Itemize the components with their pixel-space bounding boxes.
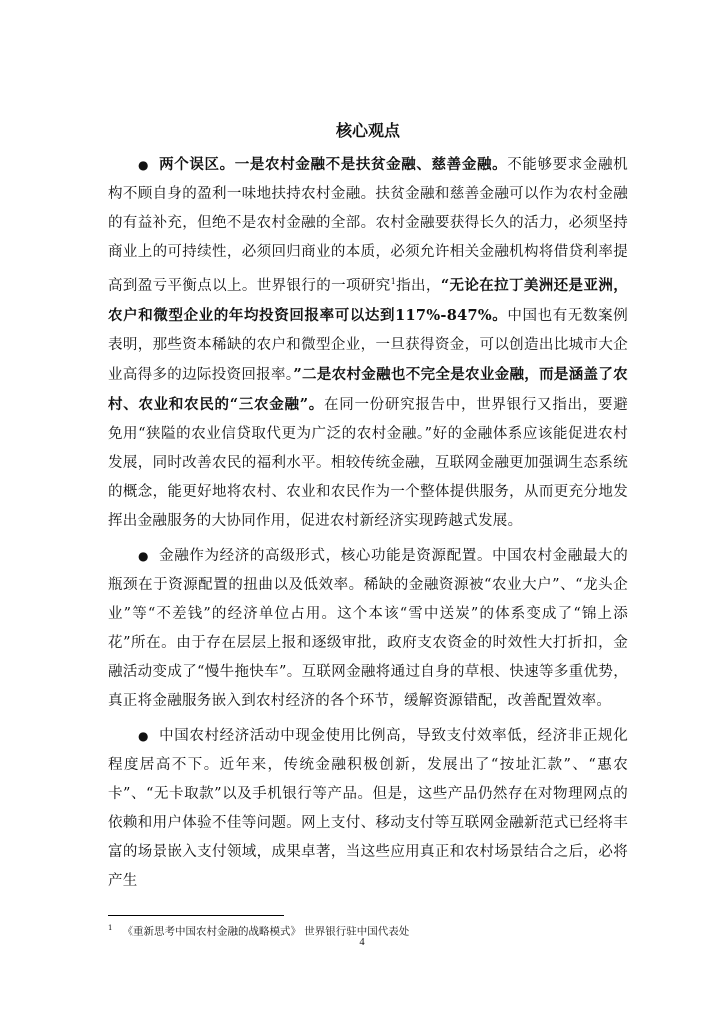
p1-text-3: 中国也有无数案例表明，那些资本稀缺的农户和微型企业，一旦获得资金，可以创造出比城市大企业高得多的边际投资回报率。 xyxy=(108,307,629,383)
bullet-icon: ● xyxy=(138,158,150,172)
footnote-marker: 1 xyxy=(108,924,113,932)
bullet-icon: ● xyxy=(138,728,150,743)
footnote xyxy=(108,921,409,939)
p1-text-4: 在同一份研究报告中，世界银行又指出，要避免用“狭隘的农业信贷取代更为广泛的农村金融。”好的金融体系应该能促进农村发展，同时改善农民的福利水平。相较传统金融，互联网金融更加强调生态系统的概念，能更好地将农村、农业和农民作为一个整体提供服务，从而更充分地发挥出金融服务的大协同作用，促进农村新经济实现跨越式发展。 xyxy=(108,396,628,529)
paragraph-1 xyxy=(108,150,628,536)
p3-text: 中国农村经济活动中现金使用比例高，导致支付效率低，经济非正规化程度居高不下。近年来，传统金融积极创新，发展出了“按址汇款”、“惠农卡”、“无卡取款”以及手机银行等产品。但是，这些产品仍然存在对物理网点的依赖和用户体验不佳等问题。网上支付、移动支付等互联网金融新范式已经将丰富的场景嵌入支付领域，成果卓著，当这些应用真正和农村场景结合之后，必将产生 xyxy=(108,727,628,889)
footnote-divider xyxy=(108,915,284,916)
paragraph-2 xyxy=(108,542,628,716)
p1-text-1: 不能够要求金融机构不顾自身的盈利一味地扶持农村金融。扶贫金融和慈善金融可以作为农村金融的有益补充，但绝不是农村金融的全部。农村金融要获得长久的活力，必须坚持商业上的可持续性，必须回归商业的本质，必须允许相关金融机构将借贷利率提高到盈亏平衡点以上。世界银行的一项研究 xyxy=(108,157,628,294)
footnote-text: 《重新思考中国农村金融的战略模式》 世界银行驻中国代表处 xyxy=(122,925,410,938)
document-body xyxy=(108,120,628,902)
p1-bold-heading: 两个误区。一是农村金融不是扶贫金融、慈善金融。 xyxy=(159,156,508,173)
bullet-icon: ● xyxy=(138,548,150,563)
p1-bold-second-point: ”二是农村金融也不完全是农业金融，而是涵盖了农村、农业和农民的“三农金融”。 xyxy=(108,365,628,413)
page-number: 4 xyxy=(359,937,365,948)
footnote-ref: 1 xyxy=(390,277,397,286)
p1-text-2: 指出， xyxy=(396,277,441,294)
p1-bold-quote: “无论在拉丁美洲还是亚洲，农户和微型企业的年均投资回报率可以达到117%-847%。 xyxy=(108,276,628,324)
page-title: 核心观点 xyxy=(335,121,400,140)
paragraph-3 xyxy=(108,722,628,896)
p2-text: 金融作为经济的高级形式，核心功能是资源配置。中国农村金融最大的瓶颈在于资源配置的扭曲以及低效率。稀缺的金融资源被“农业大户”、“龙头企业”等“不差钱”的经济单位占用。这个本该“雪中送炭”的体系变成了“锦上添花”所在。由于存在层层上报和逐级审批，政府支农资金的时效性大打折扣，金融活动变成了“慢牛拖快车”。互联网金融将通过自身的草根、快速等多重优势，真正将金融服务嵌入到农村经济的各个环节，缓解资源错配，改善配置效率。 xyxy=(108,547,628,709)
